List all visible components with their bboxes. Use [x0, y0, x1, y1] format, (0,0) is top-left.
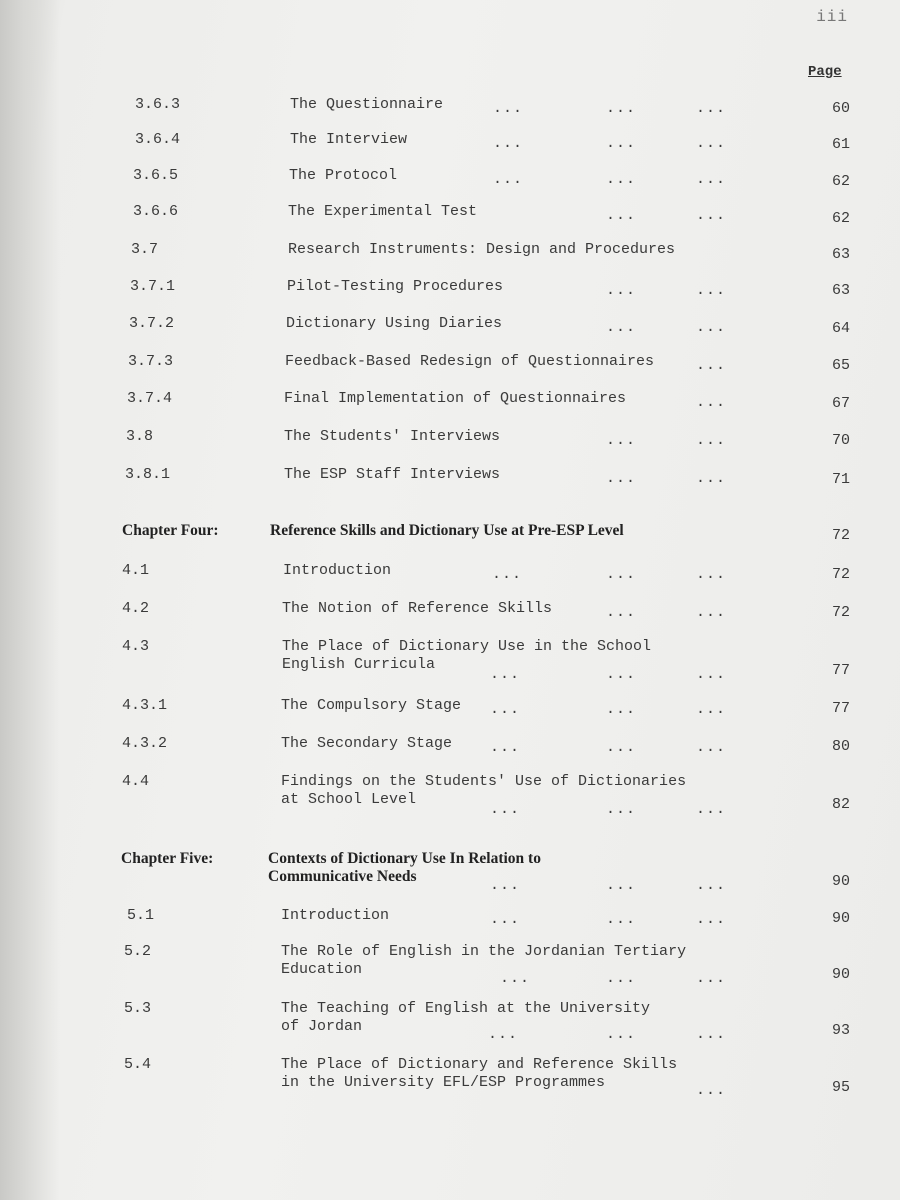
toc-section-title — [282, 638, 651, 674]
toc-section-number: 3.8.1 — [125, 466, 171, 483]
toc-title-line: Feedback-Based Redesign of Questionnaires — [285, 353, 655, 370]
toc-leader-dots: ... — [606, 701, 637, 718]
toc-section-title — [288, 241, 675, 259]
page-spine-shadow — [0, 0, 60, 1200]
toc-page-number: 90 — [831, 873, 850, 890]
toc-title-line: The Role of English in the Jordanian Tertiary — [281, 943, 687, 960]
toc-section-number: 5.4 — [124, 1056, 152, 1073]
toc-leader-dots: ... — [490, 739, 521, 756]
toc-title-line: The Interview — [290, 131, 408, 148]
toc-page-number: 64 — [831, 320, 850, 337]
toc-leader-dots: ... — [493, 100, 524, 117]
toc-section-number: 5.2 — [124, 943, 152, 960]
toc-leader-dots: ... — [606, 100, 637, 117]
toc-title-line: The Secondary Stage — [281, 735, 453, 752]
toc-title-line: Contexts of Dictionary Use In Relation to — [268, 850, 541, 867]
toc-leader-dots: ... — [696, 319, 727, 336]
toc-title-line: Findings on the Students' Use of Dictionaries — [281, 773, 687, 790]
toc-section-title — [284, 466, 500, 484]
toc-leader-dots: ... — [488, 1026, 519, 1043]
toc-section-title — [281, 1056, 677, 1092]
toc-leader-dots: ... — [500, 970, 531, 987]
toc-title-line: The Teaching of English at the University — [281, 1000, 651, 1017]
toc-page-number: 90 — [831, 966, 850, 983]
toc-page-number: 67 — [831, 395, 850, 412]
toc-leader-dots: ... — [606, 470, 637, 487]
toc-leader-dots: ... — [490, 801, 521, 818]
toc-leader-dots: ... — [696, 701, 727, 718]
toc-leader-dots: ... — [696, 666, 727, 683]
toc-leader-dots: ... — [606, 566, 637, 583]
toc-page-number: 70 — [831, 432, 850, 449]
toc-page-number: 80 — [831, 738, 850, 755]
toc-page-number: 77 — [831, 700, 850, 717]
toc-section-number: 3.7.2 — [129, 315, 175, 332]
toc-page-number: 72 — [831, 604, 850, 621]
toc-leader-dots: ... — [606, 911, 637, 928]
toc-page-number: 71 — [831, 471, 850, 488]
toc-title-line: The Notion of Reference Skills — [282, 600, 553, 617]
toc-leader-dots: ... — [696, 1082, 727, 1099]
toc-section-number: 3.7.1 — [130, 278, 176, 295]
toc-leader-dots: ... — [606, 135, 637, 152]
toc-section-number: 3.6.4 — [135, 131, 181, 148]
toc-leader-dots: ... — [696, 470, 727, 487]
toc-section-number: 4.3.1 — [122, 697, 168, 714]
toc-leader-dots: ... — [490, 666, 521, 683]
toc-leader-dots: ... — [606, 319, 637, 336]
toc-leader-dots: ... — [696, 100, 727, 117]
toc-section-number: 3.8 — [126, 428, 154, 445]
toc-leader-dots: ... — [493, 171, 524, 188]
toc-section-title — [286, 315, 502, 333]
toc-leader-dots: ... — [696, 432, 727, 449]
toc-leader-dots: ... — [696, 135, 727, 152]
toc-leader-dots: ... — [696, 877, 727, 894]
toc-title-line: The Experimental Test — [288, 203, 478, 220]
toc-leader-dots: ... — [606, 801, 637, 818]
toc-section-title — [281, 1000, 650, 1036]
toc-section-number: 4.2 — [122, 600, 150, 617]
toc-section-title — [281, 907, 389, 925]
toc-section-number: 4.4 — [122, 773, 150, 790]
toc-section-number: 3.7 — [131, 241, 159, 258]
toc-section-number: 3.7.4 — [127, 390, 173, 407]
toc-section-title — [282, 600, 552, 618]
toc-section-title — [284, 390, 626, 408]
toc-page-number: 93 — [831, 1022, 850, 1039]
toc-section-title — [290, 96, 443, 114]
toc-section-number: 3.6.6 — [133, 203, 179, 220]
toc-title-line: Research Instruments: Design and Procedures — [288, 241, 676, 258]
toc-leader-dots: ... — [696, 282, 727, 299]
toc-leader-dots: ... — [606, 282, 637, 299]
toc-leader-dots: ... — [696, 739, 727, 756]
toc-leader-dots: ... — [606, 432, 637, 449]
toc-section-title — [281, 735, 452, 753]
toc-title-line: of Jordan — [281, 1018, 363, 1035]
toc-leader-dots: ... — [490, 911, 521, 928]
toc-leader-dots: ... — [696, 604, 727, 621]
toc-title-line: Pilot-Testing Procedures — [287, 278, 504, 295]
toc-leader-dots: ... — [696, 171, 727, 188]
toc-page-number: 72 — [831, 566, 850, 583]
toc-title-line: at School Level — [281, 791, 417, 808]
toc-title-line: Introduction — [283, 562, 392, 579]
toc-title-line: Education — [281, 961, 363, 978]
toc-section-number: Chapter Four: — [122, 522, 219, 539]
toc-title-line: The ESP Staff Interviews — [284, 466, 501, 483]
page-number: iii — [816, 8, 848, 26]
toc-section-number: 4.1 — [122, 562, 150, 579]
toc-section-number: 5.1 — [127, 907, 155, 924]
toc-leader-dots: ... — [493, 135, 524, 152]
toc-leader-dots: ... — [696, 207, 727, 224]
toc-title-line: The Protocol — [289, 167, 398, 184]
toc-section-title — [284, 428, 500, 446]
toc-page-number: 90 — [831, 910, 850, 927]
toc-page-number: 82 — [831, 796, 850, 813]
toc-leader-dots: ... — [696, 394, 727, 411]
toc-leader-dots: ... — [696, 970, 727, 987]
toc-leader-dots: ... — [606, 604, 637, 621]
toc-leader-dots: ... — [492, 566, 523, 583]
toc-title-line: The Place of Dictionary and Reference Skills — [281, 1056, 678, 1073]
toc-section-title — [290, 131, 407, 149]
toc-section-title — [270, 522, 624, 540]
toc-page-number: 65 — [831, 357, 850, 374]
toc-leader-dots: ... — [696, 357, 727, 374]
toc-section-number: 3.7.3 — [128, 353, 174, 370]
toc-leader-dots: ... — [606, 1026, 637, 1043]
toc-leader-dots: ... — [606, 877, 637, 894]
toc-title-line: The Students' Interviews — [284, 428, 501, 445]
toc-page-number: 60 — [831, 100, 850, 117]
toc-page-number: 62 — [831, 173, 850, 190]
toc-leader-dots: ... — [606, 171, 637, 188]
toc-section-number: 4.3.2 — [122, 735, 168, 752]
toc-section-title — [283, 562, 391, 580]
toc-leader-dots: ... — [606, 739, 637, 756]
toc-section-number: 3.6.5 — [133, 167, 179, 184]
toc-section-title — [281, 697, 461, 715]
toc-section-number: 3.6.3 — [135, 96, 181, 113]
toc-title-line: Reference Skills and Dictionary Use at Pre-ESP Level — [270, 522, 624, 539]
toc-page-number: 95 — [831, 1079, 850, 1096]
toc-title-line: Communicative Needs — [268, 868, 417, 885]
toc-leader-dots: ... — [696, 566, 727, 583]
toc-title-line: The Place of Dictionary Use in the School — [282, 638, 652, 655]
toc-leader-dots: ... — [606, 666, 637, 683]
toc-section-number: 5.3 — [124, 1000, 152, 1017]
toc-page-number: 63 — [831, 246, 850, 263]
toc-title-line: Final Implementation of Questionnaires — [284, 390, 627, 407]
toc-page-number: 72 — [831, 527, 850, 544]
toc-section-number: 4.3 — [122, 638, 150, 655]
toc-title-line: English Curricula — [282, 656, 436, 673]
toc-leader-dots: ... — [696, 911, 727, 928]
toc-leader-dots: ... — [606, 970, 637, 987]
toc-title-line: The Questionnaire — [290, 96, 444, 113]
toc-page-number: 77 — [831, 662, 850, 679]
toc-section-title — [289, 167, 397, 185]
toc-section-title — [285, 353, 654, 371]
toc-section-title — [287, 278, 503, 296]
toc-leader-dots: ... — [490, 877, 521, 894]
toc-title-line: in the University EFL/ESP Programmes — [281, 1074, 606, 1091]
toc-leader-dots: ... — [696, 1026, 727, 1043]
toc-page-number: 63 — [831, 282, 850, 299]
toc-section-title — [288, 203, 477, 221]
toc-title-line: Dictionary Using Diaries — [286, 315, 503, 332]
toc-page-number: 62 — [831, 210, 850, 227]
toc-section-number: Chapter Five: — [121, 850, 214, 867]
toc-leader-dots: ... — [490, 701, 521, 718]
toc-page-number: 61 — [831, 136, 850, 153]
toc-leader-dots: ... — [606, 207, 637, 224]
page-column-header: Page — [808, 64, 842, 80]
toc-title-line: Introduction — [281, 907, 390, 924]
toc-title-line: The Compulsory Stage — [281, 697, 462, 714]
toc-leader-dots: ... — [696, 801, 727, 818]
